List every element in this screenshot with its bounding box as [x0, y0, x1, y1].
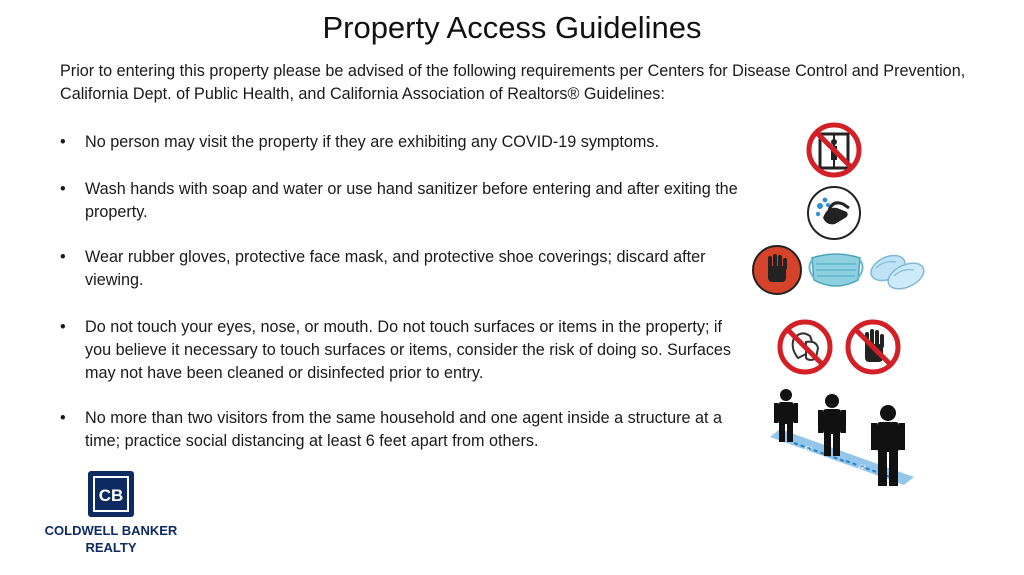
brand-logo	[88, 471, 134, 517]
bullet-marker: •	[60, 409, 66, 427]
guideline-item	[60, 316, 750, 385]
guideline-text: Do not touch your eyes, nose, or mouth. Do not touch surfaces or items in the property; if you believe it necessary to touch surfaces or items, consider the risk of doing so. Surfaces may not have been cleaned or disinfected prior to entry.	[85, 318, 732, 382]
guideline-item	[60, 178, 750, 224]
brand-mark-text: CB	[98, 486, 124, 505]
hand-washing-icon	[805, 184, 863, 242]
no-sick-person-icon	[804, 120, 864, 180]
guideline-text: No person may visit the property if they are exhibiting any COVID-19 symptoms.	[85, 133, 659, 151]
guideline-item	[60, 246, 750, 292]
no-touch-surfaces-icon	[844, 318, 902, 376]
brand-name: COLDWELL BANKER	[44, 523, 178, 538]
guideline-item	[60, 407, 750, 453]
bullet-marker: •	[60, 133, 66, 151]
guideline-item	[60, 131, 750, 154]
brand-text	[36, 522, 186, 556]
distance-label: 6'	[858, 464, 867, 474]
bullet-marker: •	[60, 180, 66, 198]
gloves-icon	[751, 244, 803, 296]
bullet-marker: •	[60, 318, 66, 336]
bullet-marker: •	[60, 248, 66, 266]
page-title: Property Access Guidelines	[322, 10, 702, 45]
brand-mark-icon	[88, 471, 134, 517]
intro-paragraph: Prior to entering this property please be advised of the following requirements per Centers for Disease Control and Prevention, California Dept. of Public Health, and California Association of Realtors® Guidelines:	[60, 62, 966, 103]
face-mask-icon	[806, 248, 866, 294]
guideline-text: Wash hands with soap and water or use hand sanitizer before entering and after exiting the property.	[85, 180, 738, 221]
social-distancing-icon	[764, 385, 914, 491]
shoe-covers-icon	[866, 246, 930, 296]
guideline-text: Wear rubber gloves, protective face mask, and protective shoe coverings; discard after viewing.	[85, 248, 706, 289]
guideline-text: No more than two visitors from the same household and one agent inside a structure at a time; practice social distancing at least 6 feet apart from others.	[85, 409, 723, 450]
distance-label: 6'	[804, 446, 813, 456]
no-touch-face-icon	[776, 318, 834, 376]
brand-sub: REALTY	[85, 540, 137, 555]
